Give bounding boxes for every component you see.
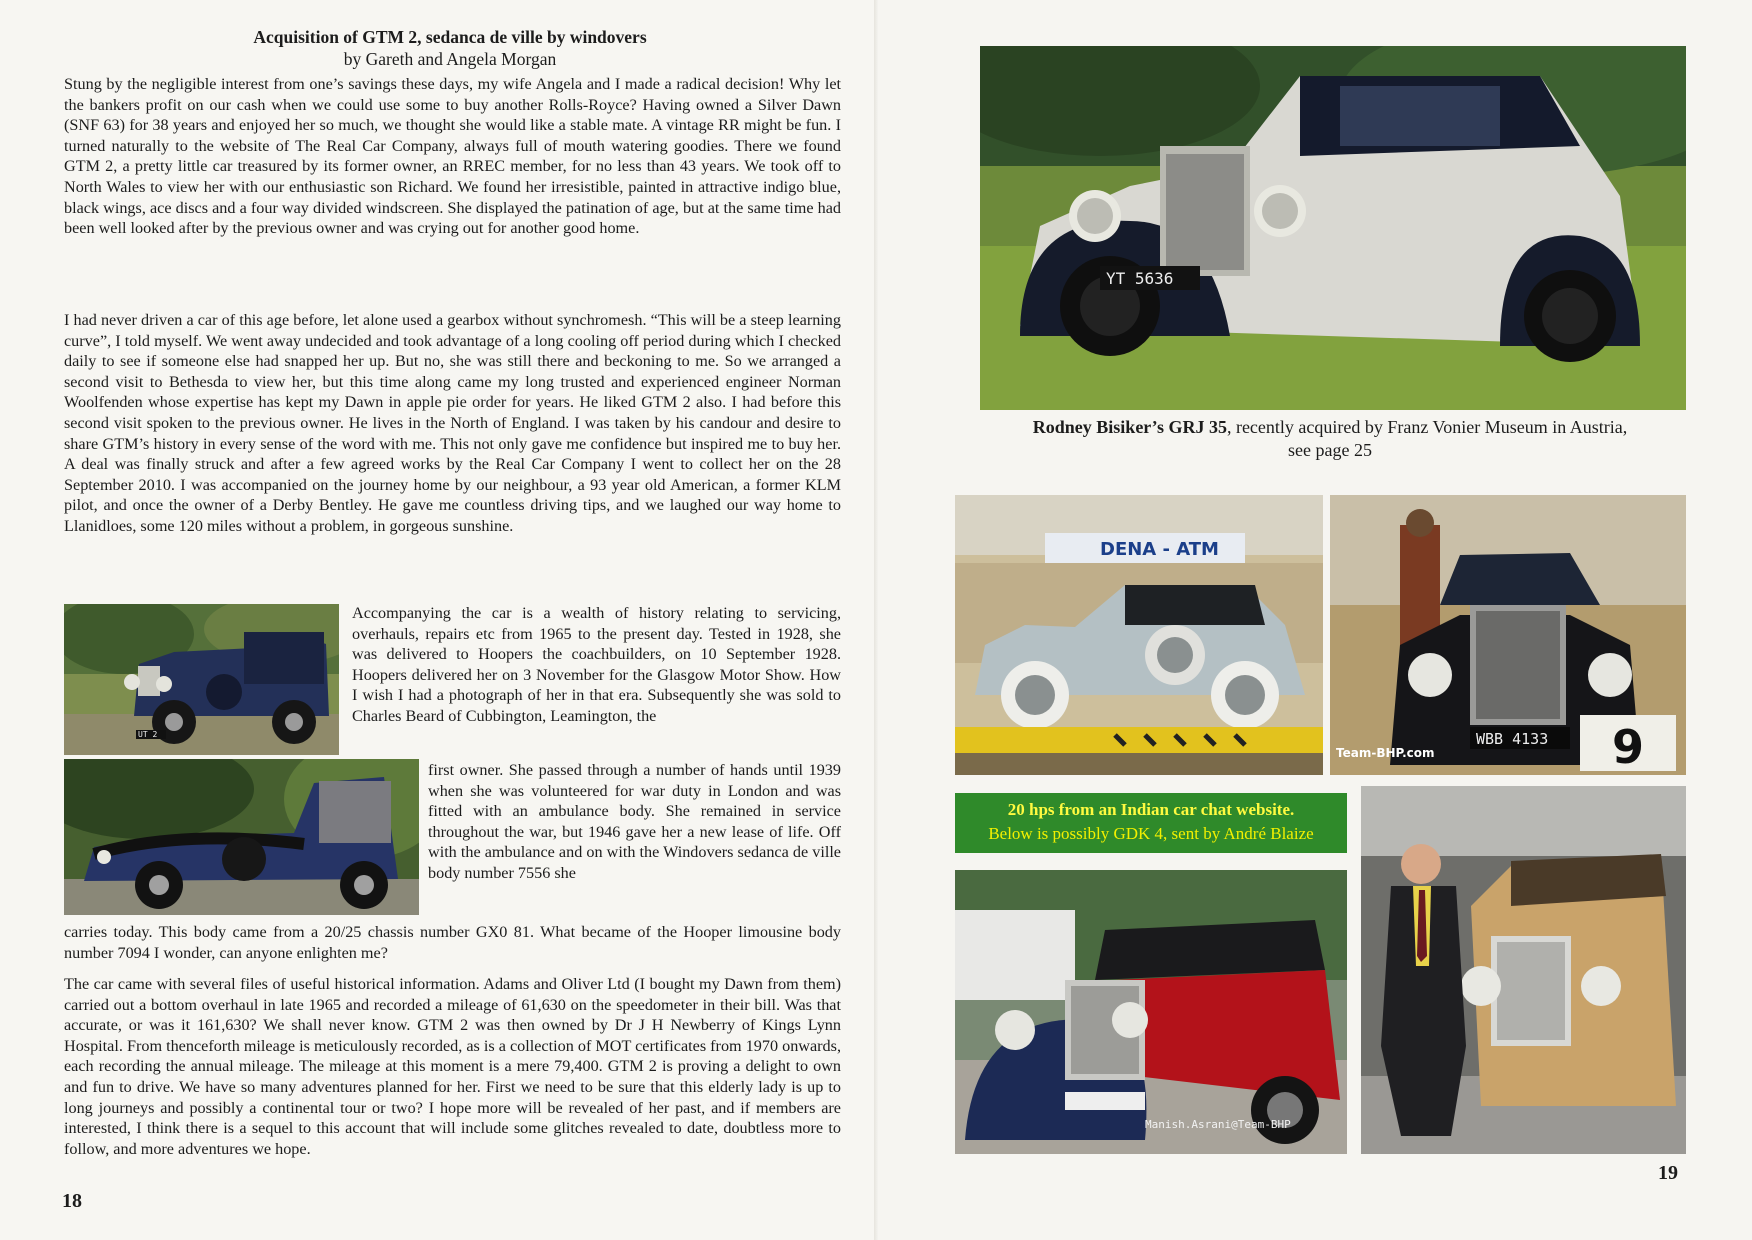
- paragraph-2: I had never driven a car of this age before, let alone used a gearbox without synchromesh. “This will be a steep learning curve”, I told myself. We went away undecided and took advantage of a long cooling off period during which I checked daily to see if someone else had snapped her up. But no, she was still there and beckoning to me. So we arranged a second visit to Bethesda to view her, but this time along came my long trusted and experienced engineer Norman Woolfenden whose expertise has kept my Dawn in apple pie order for years. He liked GTM 2 also. I had before this second visit spoken to the previous owner. He lives in the North of England. I was taken by his candour and desire to share GTM’s history in every sense of the word with me. This not only gave me confidence but inspired me to buy her. A deal was finally struck and after a few agreed works by the Real Car Company I went to collect her on the 28 September 2010. I was accompanied on the journey home by our neighbour, a 93 year old American, a former KLM pilot, and once the owner of a Derby Bentley. He gave me countless driving tips, and we laughed our way home to Llanidloes, some 120 miles without a problem, in gorgeous sunshine.: [64, 311, 841, 535]
- photo-caption: [980, 416, 1680, 462]
- photo-man-with-car: [1361, 786, 1686, 1154]
- page-gutter: [874, 0, 878, 1240]
- photo-silver-car-truck: [955, 495, 1323, 775]
- paragraph-1: Stung by the negligible interest from one’s savings these days, my wife Angela and I made a radical decision! Why let the bankers profit on our cash when we could use some to buy another Rolls-Royce? Having owned a Silver Dawn (SNF 63) for 38 years and enjoyed her so much, we thought she would like a stable mate. A vintage RR might be fun. I turned naturally to the website of The Real Car Company, always full of mouth watering goodies. There we found GTM 2, a pretty little car treasured by its former owner, an RREC member, for no less than 43 years. We took off to North Wales to view her with our enthusiastic son Richard. We found her irresistible, painted in attractive indigo blue, black wings, ace discs and a four way divided windscreen. She displayed the patination of age, but at the same time had been well looked after by the previous owner and was crying out for another good home.: [64, 75, 841, 238]
- watermark-2: Manish.Asrani@Team-BHP: [1145, 1118, 1291, 1131]
- green-info-box: [955, 793, 1347, 853]
- rally-number: 9: [1612, 720, 1645, 774]
- atm-sign-text: DENA - ATM: [1100, 539, 1219, 560]
- page-number-right: 19: [1658, 1162, 1678, 1184]
- paragraph-3c: carries today. This body came from a 20/25 chassis number GX0 81. What became of the Hooper limousine body number 7094 I wonder, can anyone enlighten me?: [64, 923, 841, 962]
- right-plate-text: WBB 4133: [1476, 730, 1549, 748]
- small-plate-text: UT 2: [138, 730, 158, 739]
- article-byline: by Gareth and Angela Morgan: [343, 49, 557, 69]
- photo-grj35: [980, 46, 1686, 410]
- caption-rest: , recently acquired by Franz Vonier Museum in Austria,: [1226, 417, 1628, 437]
- article-title: Acquisition of GTM 2, sedanca de ville by windovers: [253, 27, 647, 47]
- paragraph-3b: first owner. She passed through a number of hands until 1939 when she was volunteered for war duty in London and was fitted with an ambulance body. She remained in service throughout the war, but 1946 gave her a new lease of life. Off with the ambulance and on with the Windovers sedanca de ville body number 7556 she: [428, 761, 841, 882]
- caption-line2: see page 25: [1288, 440, 1372, 460]
- photo-red-tourer: [955, 870, 1347, 1154]
- watermark-1: Team-BHP.com: [1336, 746, 1435, 760]
- green-box-line1: 20 hps from an Indian car chat website.: [1007, 800, 1295, 819]
- article-title-block: [60, 26, 840, 70]
- photo-gtm2-sedanca: [64, 604, 339, 755]
- green-box-line2: Below is possibly GDK 4, sent by André Blaize: [988, 824, 1314, 843]
- page-number-left: 18: [62, 1190, 82, 1212]
- caption-bold: Rodney Bisiker’s GRJ 35: [1032, 417, 1227, 437]
- paragraph-4: The car came with several files of useful historical information. Adams and Oliver Ltd (I bought my Dawn from them) carried out a bottom overhaul in late 1965 and recorded a mileage of 61,630 on the speedometer in their bill. Was that accurate, or was it 161,630? We shall never know. GTM 2 was then owned by Dr J H Newberry of Kings Lynn Hospital. From thenceforth mileage is meticulously recorded, as is a collection of MOT certificates from 1970 onwards, each recording the annual mileage. The mileage at this moment is a mere 79,400. GTM 2 is proving a delight to own and fun to drive. We have so many adventures planned for her. First we need to be sure that this elderly lady is up to long journeys and possibly a continental tour or two? I hope more will be revealed of her past, and if members are interested, I think there is a sequel to this account that will include some glitches revealed to date, doubtless more to follow, and more adventures we hope.: [64, 975, 841, 1158]
- paragraph-3a: Accompanying the car is a wealth of history relating to servicing, overhauls, repairs etc from 1965 to the present day. Tested in 1928, she was delivered to Hoopers the coachbuilders, on 10 September 1928. Hoopers delivered her on 3 November for the Glasgow Motor Show. How I wish I had a photograph of her in that era. Subsequently she was sold to Charles Beard of Cubbington, Leamington, the: [352, 604, 841, 725]
- photo-black-car-rally: [1330, 495, 1686, 775]
- top-plate-text: YT 5636: [1106, 269, 1174, 288]
- photo-gtm2-side: [64, 759, 419, 915]
